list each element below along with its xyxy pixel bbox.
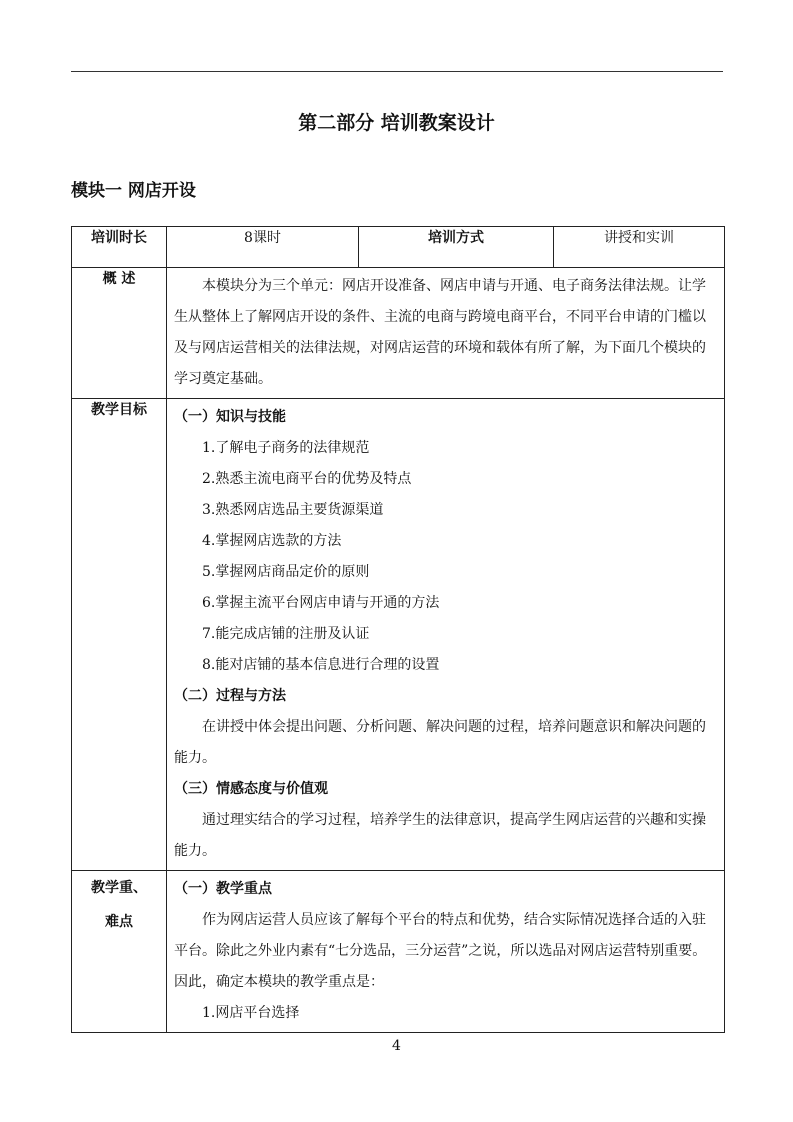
header-rule [71, 71, 723, 72]
objectives-section-title: （一）知识与技能 [174, 409, 286, 425]
method-label: 培训方式 [359, 227, 554, 268]
objectives-label: 教学目标 [72, 399, 167, 871]
part-title: 第二部分 培训教案设计 [298, 112, 495, 134]
keypoints-label-line1: 教学重、 [91, 880, 147, 896]
keypoints-text: 作为网店运营人员应该了解每个平台的特点和优势，结合实际情况选择合适的入驻平台。除此之外业内素有“七分选品，三分运营”之说，所以选品对网店运营特别重要。因此，确定本模块的教学重点是： [174, 912, 707, 990]
objectives-section-title: （二）过程与方法 [174, 688, 286, 704]
duration-row [72, 227, 725, 268]
keypoints-label-line2: 难点 [105, 914, 133, 930]
objective-item: 5.掌握网店商品定价的原则 [202, 564, 370, 580]
objective-item: 8.能对店铺的基本信息进行合理的设置 [202, 657, 440, 673]
objective-item: 2.熟悉主流电商平台的优势及特点 [202, 471, 412, 487]
duration-value: 8课时 [167, 227, 359, 268]
keypoints-section-title: （一）教学重点 [174, 881, 272, 897]
keypoints-row [72, 871, 725, 1033]
objective-item: 6.掌握主流平台网店申请与开通的方法 [202, 595, 440, 611]
objectives-cell [167, 399, 725, 871]
module-title: 模块一 网店开设 [71, 181, 196, 201]
overview-row [72, 268, 725, 399]
keypoints-label [72, 871, 167, 1033]
objectives-row [72, 399, 725, 871]
objective-item: 3.熟悉网店选品主要货源渠道 [202, 502, 384, 518]
lesson-plan-table [71, 226, 725, 1033]
duration-label: 培训时长 [72, 227, 167, 268]
keypoints-cell [167, 871, 725, 1033]
objective-item: 7.能完成店铺的注册及认证 [202, 626, 370, 642]
method-value: 讲授和实训 [554, 227, 725, 268]
objectives-section-text: 通过理实结合的学习过程，培养学生的法律意识，提高学生网店运营的兴趣和实操能力。 [174, 812, 706, 859]
objective-item: 1.了解电子商务的法律规范 [202, 440, 370, 456]
objectives-section-text: 在讲授中体会提出问题、分析问题、解决问题的过程，培养问题意识和解决问题的能力。 [174, 719, 706, 766]
overview-text: 本模块分为三个单元：网店开设准备、网店申请与开通、电子商务法律法规。让学生从整体上了解网店开设的条件、主流的电商与跨境电商平台，不同平台申请的门槛以及与网店运营相关的法律法规，对网店运营的环境和载体有所了解，为下面几个模块的学习奠定基础。 [174, 278, 706, 387]
overview-label: 概 述 [72, 268, 167, 399]
page-number: 4 [392, 1038, 401, 1054]
objective-item: 4.掌握网店选款的方法 [202, 533, 342, 549]
overview-cell [167, 268, 725, 399]
objectives-section-title: （三）情感态度与价值观 [174, 781, 328, 797]
keypoint-item: 1.网店平台选择 [202, 1005, 300, 1021]
